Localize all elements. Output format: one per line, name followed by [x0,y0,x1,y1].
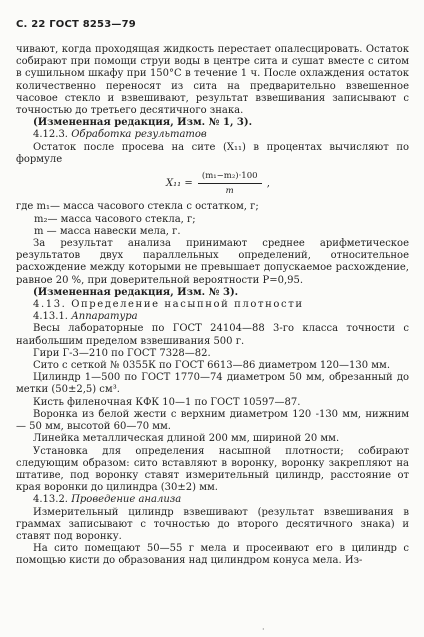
paragraph-procedure-1: Измерительный цилиндр взвешивают (результат взвешивания в граммах записывают с точностью до второго десятичного знака) и ставят под воронку. [16,506,409,542]
paragraph-result: За результат анализа принимают среднее арифметическое результатов двух параллельных определений, относительное расхождение между которыми не превышает допускаемое расхождение, равное 20 %, при доверительной вероятности P=0,95. [16,238,409,286]
definition-m2: m₂— масса часового стекла, г; [34,213,196,225]
equipment-item: Линейка металлическая длиной 200 мм, шириной 20 мм. [33,433,340,445]
section-4-13-heading [16,299,409,311]
edition-note-2: (Измененная редакция, Изм. № 3). [33,286,239,298]
paragraph-formula-intro: Остаток после просева на сите (X₁₁) в процентах вычисляют по формуле [16,141,409,165]
formula-tail: , [266,178,270,190]
definition-m1: где m₁— масса часового стекла с остатком, г; [16,201,259,213]
section-4-13-2-heading [16,494,409,506]
equipment-item: Установка для определения насыпной плотности; собирают следующим образом: сито вставляют в воронку, воронку закрепляют на штативе, под воронку ставят измерительный цилиндр, расстояние от края воронки до цилиндра (30±2) мм. [16,445,409,494]
document-body [16,44,409,568]
formula-denominator: m [225,186,234,197]
section-4-13-1-heading [16,311,409,323]
section-title: 4.13. Определение насыпной плотности [33,299,304,311]
section-title: Аппаратура [71,311,138,323]
formula-lhs: X₁₁ = [166,177,193,189]
equipment-item: Сито с сеткой № 0355К по ГОСТ 6613—86 диаметром 120—130 мм. [33,360,391,372]
section-title: Проведение анализа [71,494,182,506]
section-number: 4.12.3. [33,129,68,141]
formula-x11 [16,170,409,197]
paragraph-procedure-2: На сито помещают 50—55 г мела и просеивают его в цилиндр с помощью кисти до образования над цилиндром конуса мела. Из- [16,543,409,567]
page-header: С. 22 ГОСТ 8253—79 [16,19,136,30]
equipment-item: Кисть филеночная КФК 10—1 по ГОСТ 10597—87. [33,396,301,408]
equipment-item: Весы лабораторные по ГОСТ 24104—88 3-го класса точности с наибольшим пределом взвешивания 500 г. [16,323,409,347]
equipment-item: Воронка из белой жести с верхним диаметром 120 -130 мм, нижним — 50 мм, высотой 60—70 мм. [16,408,409,433]
formula-fraction [198,170,262,197]
section-4-12-3-heading [16,129,409,141]
paragraph-continuation: чивают, когда проходящая жидкость перестает опалесцировать. Остаток собирают при помощи струи воды в центре сита и сушат вместе с ситом в сушильном шкафу при 150°С в течение 1 ч. После охлаждения остаток количественно переносят из сита на предварительно взвешенное часовое стекло и взвешивают, результат взвешивания записывают с точностью до третьего десятичного знака. [16,44,409,117]
section-title: Обработка результатов [71,129,207,141]
equipment-item: Гири Г-3—210 по ГОСТ 7328—82. [33,347,211,359]
formula-numerator: (m₁−m₂)·100 [198,170,262,184]
definition-m: m — масса навески мела, г. [34,225,181,237]
equipment-item: Цилиндр 1—500 по ГОСТ 1770—74 диаметром 50 мм, обрезанный до метки (50±2,5) см³. [16,372,409,396]
section-number: 4.13.2. [33,494,68,506]
edition-note-1: (Измененная редакция, Изм. № 1, 3). [33,117,253,129]
scan-mark: · [262,625,265,634]
formula-definitions [16,201,409,238]
section-number: 4.13.1. [33,311,68,323]
